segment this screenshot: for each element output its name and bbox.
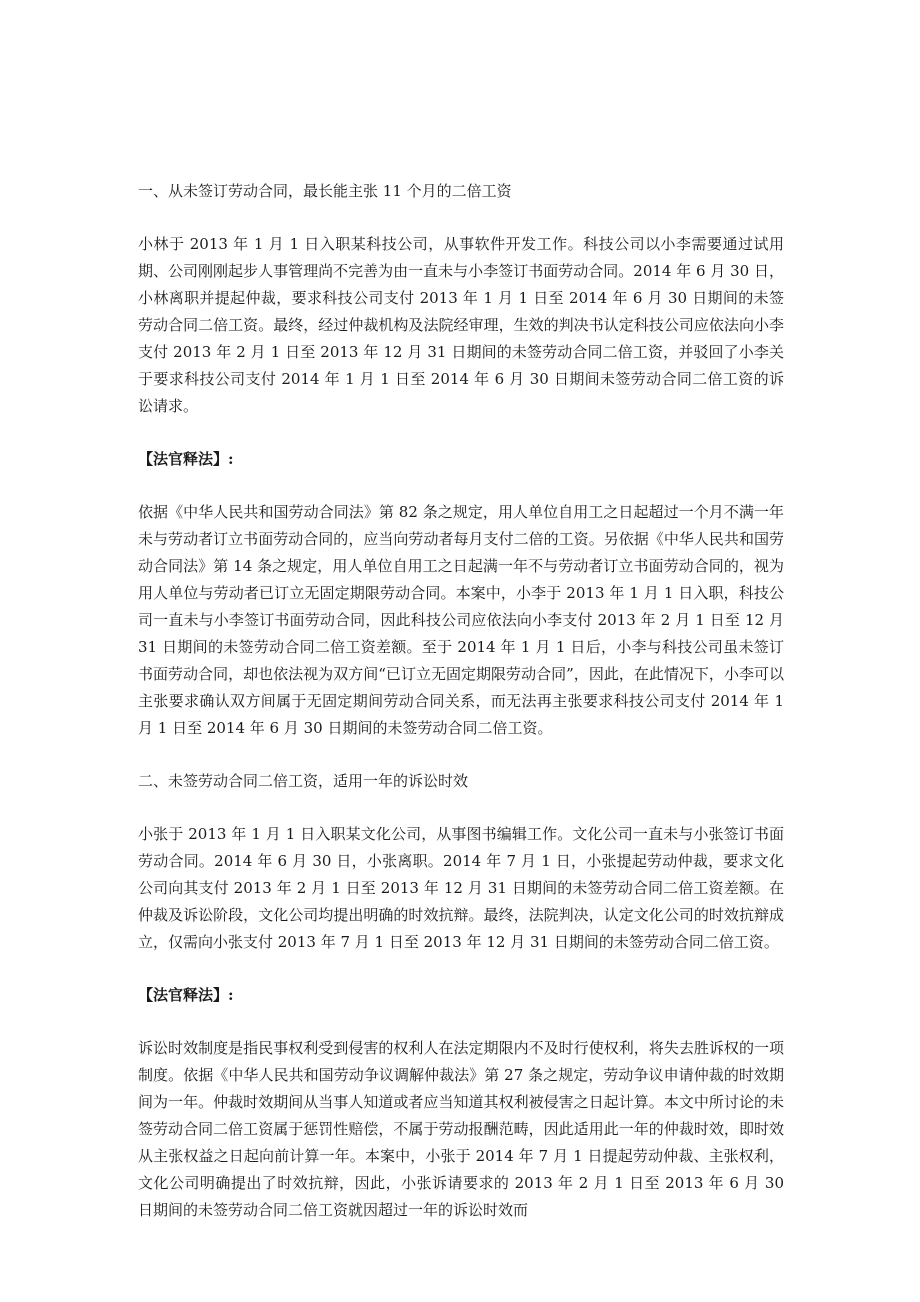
section-1-judge-label: 【法官释法】: — [138, 450, 234, 468]
section-1-heading: 一、从未签订劳动合同，最长能主张 11 个月的二倍工资 — [138, 182, 512, 200]
section-1-case-paragraph: 小林于 2013 年 1 月 1 日入职某科技公司，从事软件开发工作。科技公司以小李需要通过试用期、公司刚刚起步人事管理尚不完善为由一直未与小李签订书面劳动合同。2014 年 6 月 30 日，小林离职并提起仲裁，要求科技公司支付 2013 年 1 月 1 日至 2014 年 6 月 30 日期间的未签劳动合同二倍工资。最终，经过仲裁机构及法院经审理，生效的判决书认定科技公司应依法向小李支付 2013 年 2 月 1 日至 2013 年 12 月 31 日期间的未签劳动合同二倍工资，并驳回了小李关于要求科技公司支付 2014 年 1 月 1 日至 2014 年 6 月 30 日期间未签劳动合同二倍工资的诉讼请求。 — [138, 235, 784, 415]
section-2-heading: 二、未签劳动合同二倍工资，适用一年的诉讼时效 — [138, 772, 469, 790]
section-2-case-paragraph: 小张于 2013 年 1 月 1 日入职某文化公司，从事图书编辑工作。文化公司一直未与小张签订书面劳动合同。2014 年 6 月 30 日，小张离职。2014 年 7 月 1 日，小张提起劳动仲裁，要求文化公司向其支付 2013 年 2 月 1 日至 2013 年 12 月 31 日期间的未签劳动合同二倍工资差额。在仲裁及诉讼阶段，文化公司均提出明确的时效抗辩。最终，法院判决，认定文化公司的时效抗辩成立，仅需向小张支付 2013 年 7 月 1 日至 2013 年 12 月 31 日期间的未签劳动合同二倍工资。 — [138, 825, 784, 951]
section-2-judge-label: 【法官释法】: — [138, 986, 234, 1004]
section-2-explanation-paragraph: 诉讼时效制度是指民事权利受到侵害的权利人在法定期限内不及时行使权利，将失去胜诉权的一项制度。依据《中华人民共和国劳动争议调解仲裁法》第 27 条之规定，劳动争议申请仲裁的时效期间为一年。仲裁时效期间从当事人知道或者应当知道其权利被侵害之日起计算。本文中所讨论的未签劳动合同二倍工资属于惩罚性赔偿，不属于劳动报酬范畴，因此适用此一年的仲裁时效，即时效从主张权益之日起向前计算一年。本案中，小张于 2014 年 7 月 1 日提起劳动仲裁、主张权利，文化公司明确提出了时效抗辩，因此，小张诉请要求的 2013 年 2 月 1 日至 2013 年 6 月 30 日期间的未签劳动合同二倍工资就因超过一年的诉讼时效而 — [138, 1039, 784, 1219]
document-page — [138, 178, 784, 1250]
section-1-explanation-paragraph: 依据《中华人民共和国劳动合同法》第 82 条之规定，用人单位自用工之日起超过一个月不满一年未与劳动者订立书面劳动合同的，应当向劳动者每月支付二倍的工资。另依据《中华人民共和国劳动合同法》第 14 条之规定，用人单位自用工之日起满一年不与劳动者订立书面劳动合同的，视为用人单位与劳动者已订立无固定期限劳动合同。本案中，小李于 2013 年 1 月 1 日入职，科技公司一直未与小李签订书面劳动合同，因此科技公司应依法向小李支付 2013 年 2 月 1 日至 12 月 31 日期间的未签劳动合同二倍工资差额。至于 2014 年 1 月 1 日后，小李与科技公司虽未签订书面劳动合同，却也依法视为双方间“已订立无固定期限劳动合同”，因此，在此情况下，小李可以主张要求确认双方间属于无固定期间劳动合同关系，而无法再主张要求科技公司支付 2014 年 1 月 1 日至 2014 年 6 月 30 日期间的未签劳动合同二倍工资。 — [138, 503, 784, 737]
